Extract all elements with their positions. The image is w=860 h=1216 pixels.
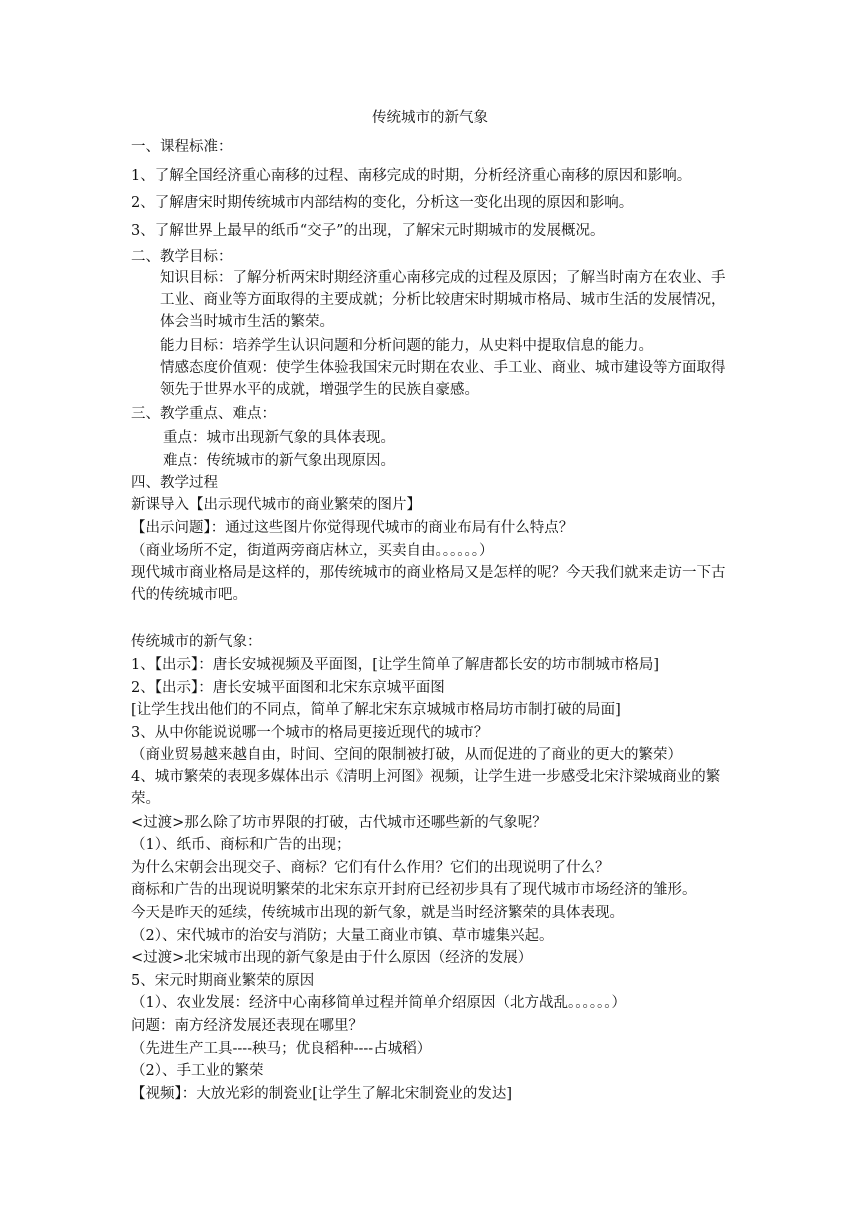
body-line: （1）、纸币、商标和广告的出现； (131, 837, 351, 853)
body-line: （2）、宋代城市的治安与消防；大量工商业市镇、草市墟集兴起。 (131, 928, 554, 944)
course-standard-item: 2、了解唐宋时期传统城市内部结构的变化，分析这一变化出现的原因和影响。 (131, 195, 634, 211)
goal-knowledge: 知识目标：了解分析两宋时期经济重心南移完成的过程及原因；了解当时南方在农业、手工业、商业等方面取得的主要成就；分析比较唐宋时期城市格局、城市生活的发展情况，体会当时城市生活的繁荣。 (160, 270, 726, 330)
body-line: 2、【出示】：唐长安城平面图和北宋东京城平面图 (131, 680, 445, 696)
body-line: <过渡>那么除了坊市界限的打破，古代城市还哪些新的气象呢？ (131, 815, 547, 831)
body-line: <过渡>北宋城市出现的新气象是由于什么原因（经济的发展） (131, 950, 533, 966)
section-heading-process: 四、教学过程 (131, 475, 218, 491)
body-line: 商标和广告的出现说明繁荣的北宋东京开封府已经初步具有了现代城市市场经济的雏形。 (131, 882, 697, 898)
lesson-transition: 现代城市商业格局是这样的，那传统城市的商业格局又是怎样的呢？今天我们就来走访一下古代的传统城市吧。 (131, 565, 726, 603)
key-point: 重点：城市出现新气象的具体表现。 (163, 430, 395, 446)
body-line: （1）、农业发展：经济中心南移简单过程并简单介绍原因（北方战乱。。。。。。） (131, 995, 626, 1011)
body-heading: 传统城市的新气象： (131, 634, 262, 650)
lesson-intro: 新课导入【出示现代城市的商业繁荣的图片】 (131, 497, 421, 513)
course-standard-item: 1、了解全国经济重心南移的过程、南移完成的时期，分析经济重心南移的原因和影响。 (131, 168, 692, 184)
section-heading-course-standard: 一、课程标准： (131, 139, 233, 155)
document-title: 传统城市的新气象 (372, 110, 488, 126)
section-heading-key-points: 三、教学重点、难点： (131, 406, 276, 422)
body-line: 【视频】：大放光彩的制瓷业[让学生了解北宋制瓷业的发达] (131, 1086, 513, 1102)
body-line: 3、从中你能说说哪一个城市的格局更接近现代的城市？ (131, 725, 489, 741)
body-line: 今天是昨天的延续，传统城市出现的新气象，就是当时经济繁荣的具体表现。 (131, 905, 624, 921)
body-line: 5、宋元时期商业繁荣的原因 (131, 973, 315, 989)
body-item-4: 4、城市繁荣的表现多媒体出示《清明上河图》视频，让学生进一步感受北宋汴梁城商业的繁荣。 (131, 769, 721, 807)
body-line: 为什么宋朝会出现交子、商标？它们有什么作用？它们的出现说明了什么？ (131, 860, 610, 876)
body-line: （先进生产工具----秧马；优良稻种----占城稻） (131, 1041, 432, 1057)
lesson-question: 【出示问题】：通过这些图片你觉得现代城市的商业布局有什么特点？ (131, 520, 574, 536)
body-line: 问题：南方经济发展还表现在哪里？ (131, 1018, 363, 1034)
body-line: [让学生找出他们的不同点，简单了解北宋东京城城市格局坊市制打破的局面] (131, 702, 621, 718)
goal-ability: 能力目标：培养学生认识问题和分析问题的能力，从史料中提取信息的能力。 (160, 338, 653, 354)
body-line: 1、【出示】：唐长安城视频及平面图，[让学生简单了解唐都长安的坊市制城市格局] (131, 657, 660, 673)
difficult-point: 难点：传统城市的新气象出现原因。 (163, 453, 395, 469)
body-line: （商业贸易越来越自由，时间、空间的限制被打破，从而促进的了商业的更大的繁荣） (131, 747, 682, 763)
course-standard-item: 3、了解世界上最早的纸币“交子”的出现，了解宋元时期城市的发展概况。 (131, 223, 605, 239)
goal-emotion: 情感态度价值观：使学生体验我国宋元时期在农业、手工业、商业、城市建设等方面取得领先于世界水平的成就，增强学生的民族自豪感。 (160, 360, 726, 398)
section-heading-teaching-goals: 二、教学目标： (131, 249, 233, 265)
body-line: （2）、手工业的繁荣 (131, 1063, 264, 1079)
lesson-answer: （商业场所不定，街道两旁商店林立，买卖自由。。。。。。） (131, 543, 494, 559)
